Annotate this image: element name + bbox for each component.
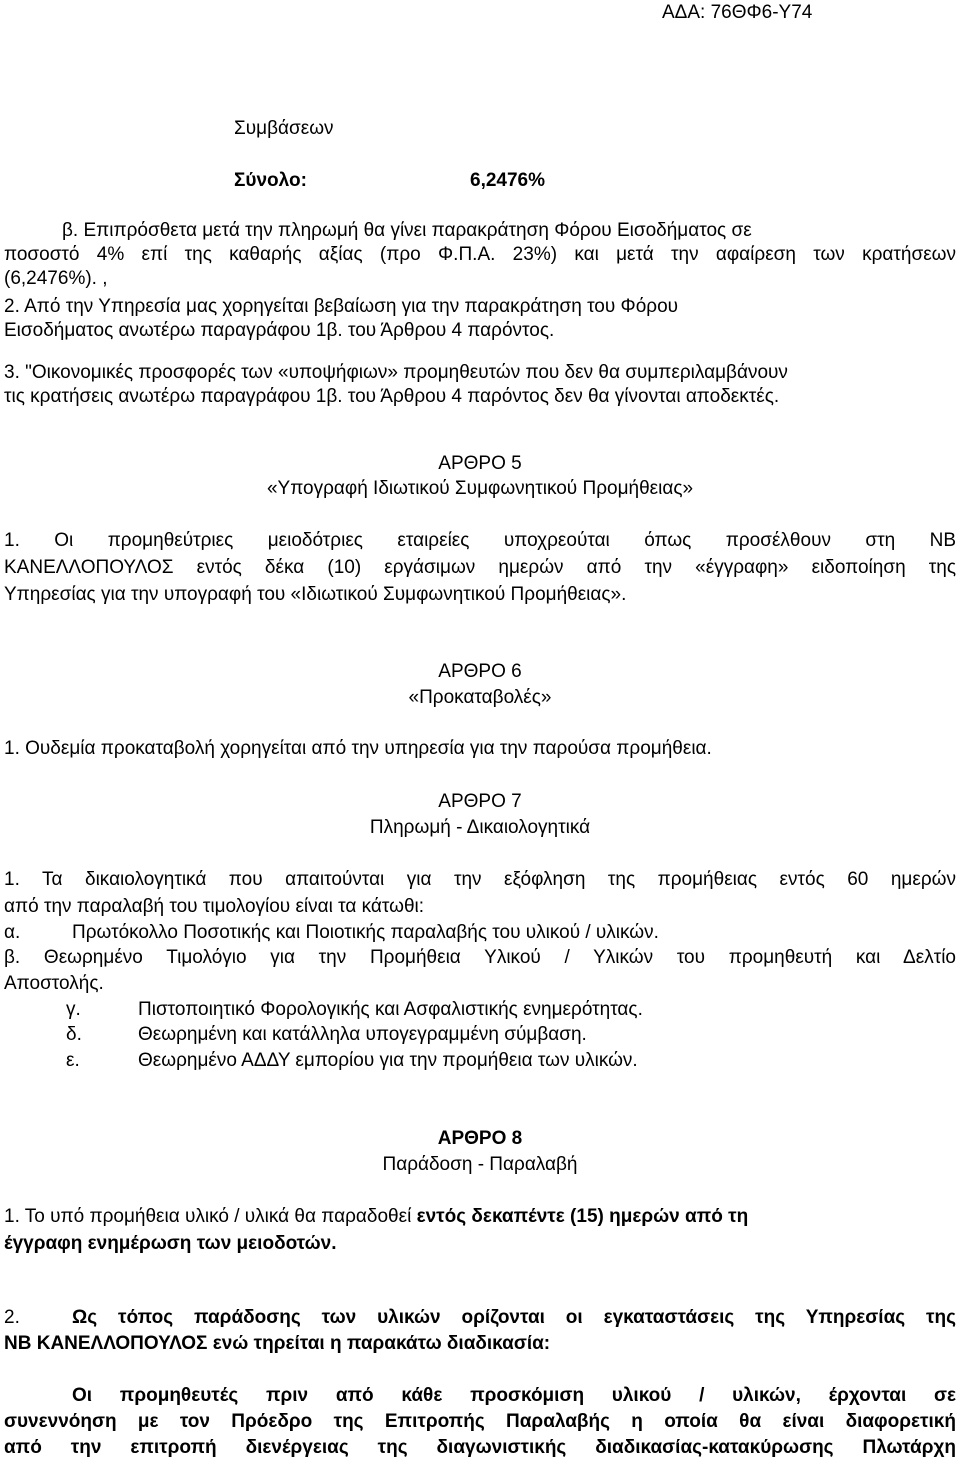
- list-item-text: Θεωρημένο ΑΔΔΥ εμπορίου για την προμήθεια των υλικών.: [138, 1050, 638, 1071]
- article-8-paragraph-line: από την επιτροπή διενέργειας της διαγωνιστικής διαδικασίας-κατακύρωσης Πλωτάρχη: [4, 1437, 956, 1458]
- article-8-paragraph-line: έγγραφη ενημέρωση των μειοδοτών.: [4, 1233, 337, 1254]
- list-item-text: Πρωτόκολλο Ποσοτικής και Ποιοτικής παραλαβής του υλικού / υλικών.: [72, 922, 659, 943]
- article-5-heading: ΑΡΘΡΟ 5: [438, 453, 522, 474]
- list-item-marker: ε.: [66, 1050, 80, 1071]
- article-8-paragraph-line: Ως τόπος παράδοσης των υλικών ορίζονται οι εγκαταστάσεις της Υπηρεσίας της: [72, 1307, 956, 1328]
- list-item-marker: δ.: [66, 1024, 82, 1045]
- article-6-subtitle: «Προκαταβολές»: [408, 687, 552, 708]
- article-8-paragraph-line: [4, 1206, 748, 1228]
- article-6-heading: ΑΡΘΡΟ 6: [438, 661, 522, 682]
- tax-paragraph-line: ποσοστό 4% επί της καθαρής αξίας (προ Φ.Π.Α. 23%) και μετά την αφαίρεση των κρατήσεων: [4, 244, 956, 265]
- list-item-marker: α.: [4, 922, 21, 943]
- article-8-delivery-deadline: εντός δεκαπέντε (15) ημερών από τη: [416, 1206, 749, 1227]
- article-8-paragraph-line: ΝΒ ΚΑΝΕΛΛΟΠΟΥΛΟΣ ενώ τηρείται η παρακάτω διαδικασία:: [4, 1333, 551, 1354]
- list-item-text: Αποστολής.: [4, 973, 104, 994]
- article-7-paragraph-line: 1. Τα δικαιολογητικά που απαιτούνται για την εξόφληση της προμήθειας εντός 60 ημερών: [4, 869, 956, 890]
- article-7-subtitle: Πληρωμή - Δικαιολογητικά: [369, 817, 591, 838]
- article-5-paragraph-line: ΚΑΝΕΛΛΟΠΟΥΛΟΣ εντός δέκα (10) εργάσιμων ημερών από την «έγγραφη» ειδοποίηση της: [4, 557, 956, 578]
- article-8-paragraph-prefix: 1. Το υπό προμήθεια υλικό / υλικά θα παραδοθεί: [4, 1206, 417, 1227]
- tax-paragraph-line: β. Επιπρόσθετα μετά την πληρωμή θα γίνει παρακράτηση Φόρου Εισοδήματος σε: [62, 220, 752, 241]
- total-label: Σύνολο:: [234, 170, 307, 191]
- article-8-paragraph-line: συνεννόηση με τον Πρόεδρο της Επιτροπής Παραλαβής η οποία θα είναι διαφορετική: [4, 1411, 956, 1432]
- document-code: ΑΔΑ: 76ΘΦ6-Υ74: [662, 2, 813, 23]
- certificate-paragraph-line: 2. Από την Υπηρεσία μας χορηγείται βεβαίωση για την παρακράτηση του Φόρου: [4, 296, 679, 317]
- offers-paragraph-line: τις κρατήσεις ανωτέρω παραγράφου 1β. του Άρθρου 4 παρόντος δεν θα γίνονται αποδεκτές.: [4, 386, 780, 407]
- list-item-text: β. Θεωρημένο Τιμολόγιο για την Προμήθεια Υλικού / Υλικών του προμηθευτή και Δελτίο: [4, 947, 956, 968]
- contracts-label: Συμβάσεων: [234, 118, 334, 139]
- list-item-text: Πιστοποιητικό Φορολογικής και Ασφαλιστικής ενημερότητας.: [138, 999, 643, 1020]
- article-5-paragraph-line: Υπηρεσίας για την υπογραφή του «Ιδιωτικού Συμφωνητικού Προμήθειας».: [4, 584, 627, 605]
- tax-paragraph-line: (6,2476%). ,: [4, 268, 108, 289]
- article-6-paragraph: 1. Ουδεμία προκαταβολή χορηγείται από την υπηρεσία για την παρούσα προμήθεια.: [4, 738, 712, 759]
- total-value: 6,2476%: [470, 170, 546, 191]
- article-5-subtitle: «Υπογραφή Ιδιωτικού Συμφωνητικού Προμήθειας»: [266, 478, 694, 499]
- article-7-paragraph-line: από την παραλαβή του τιμολογίου είναι τα κάτωθι:: [4, 896, 425, 917]
- article-5-paragraph-line: 1. Οι προμηθεύτριες μειοδότριες εταιρείες υποχρεούται όπως προσέλθουν στη ΝΒ: [4, 530, 956, 551]
- certificate-paragraph-line: Εισοδήματος ανωτέρω παραγράφου 1β. του Άρθρου 4 παρόντος.: [4, 320, 555, 341]
- article-8-subtitle: Παράδοση - Παραλαβή: [382, 1154, 578, 1175]
- article-8-paragraph-line: Οι προμηθευτές πριν από κάθε προσκόμιση υλικού / υλικών, έρχονται σε: [72, 1385, 956, 1406]
- article-7-heading: ΑΡΘΡΟ 7: [438, 791, 522, 812]
- list-item-marker: 2.: [4, 1307, 20, 1328]
- offers-paragraph-line: 3. "Οικονομικές προσφορές των «υποψήφιων» προμηθευτών που δεν θα συμπεριλαμβάνουν: [4, 362, 788, 383]
- article-8-heading: ΑΡΘΡΟ 8: [437, 1128, 523, 1149]
- list-item-text: Θεωρημένη και κατάλληλα υπογεγραμμένη σύμβαση.: [138, 1024, 587, 1045]
- list-item-marker: γ.: [66, 999, 81, 1020]
